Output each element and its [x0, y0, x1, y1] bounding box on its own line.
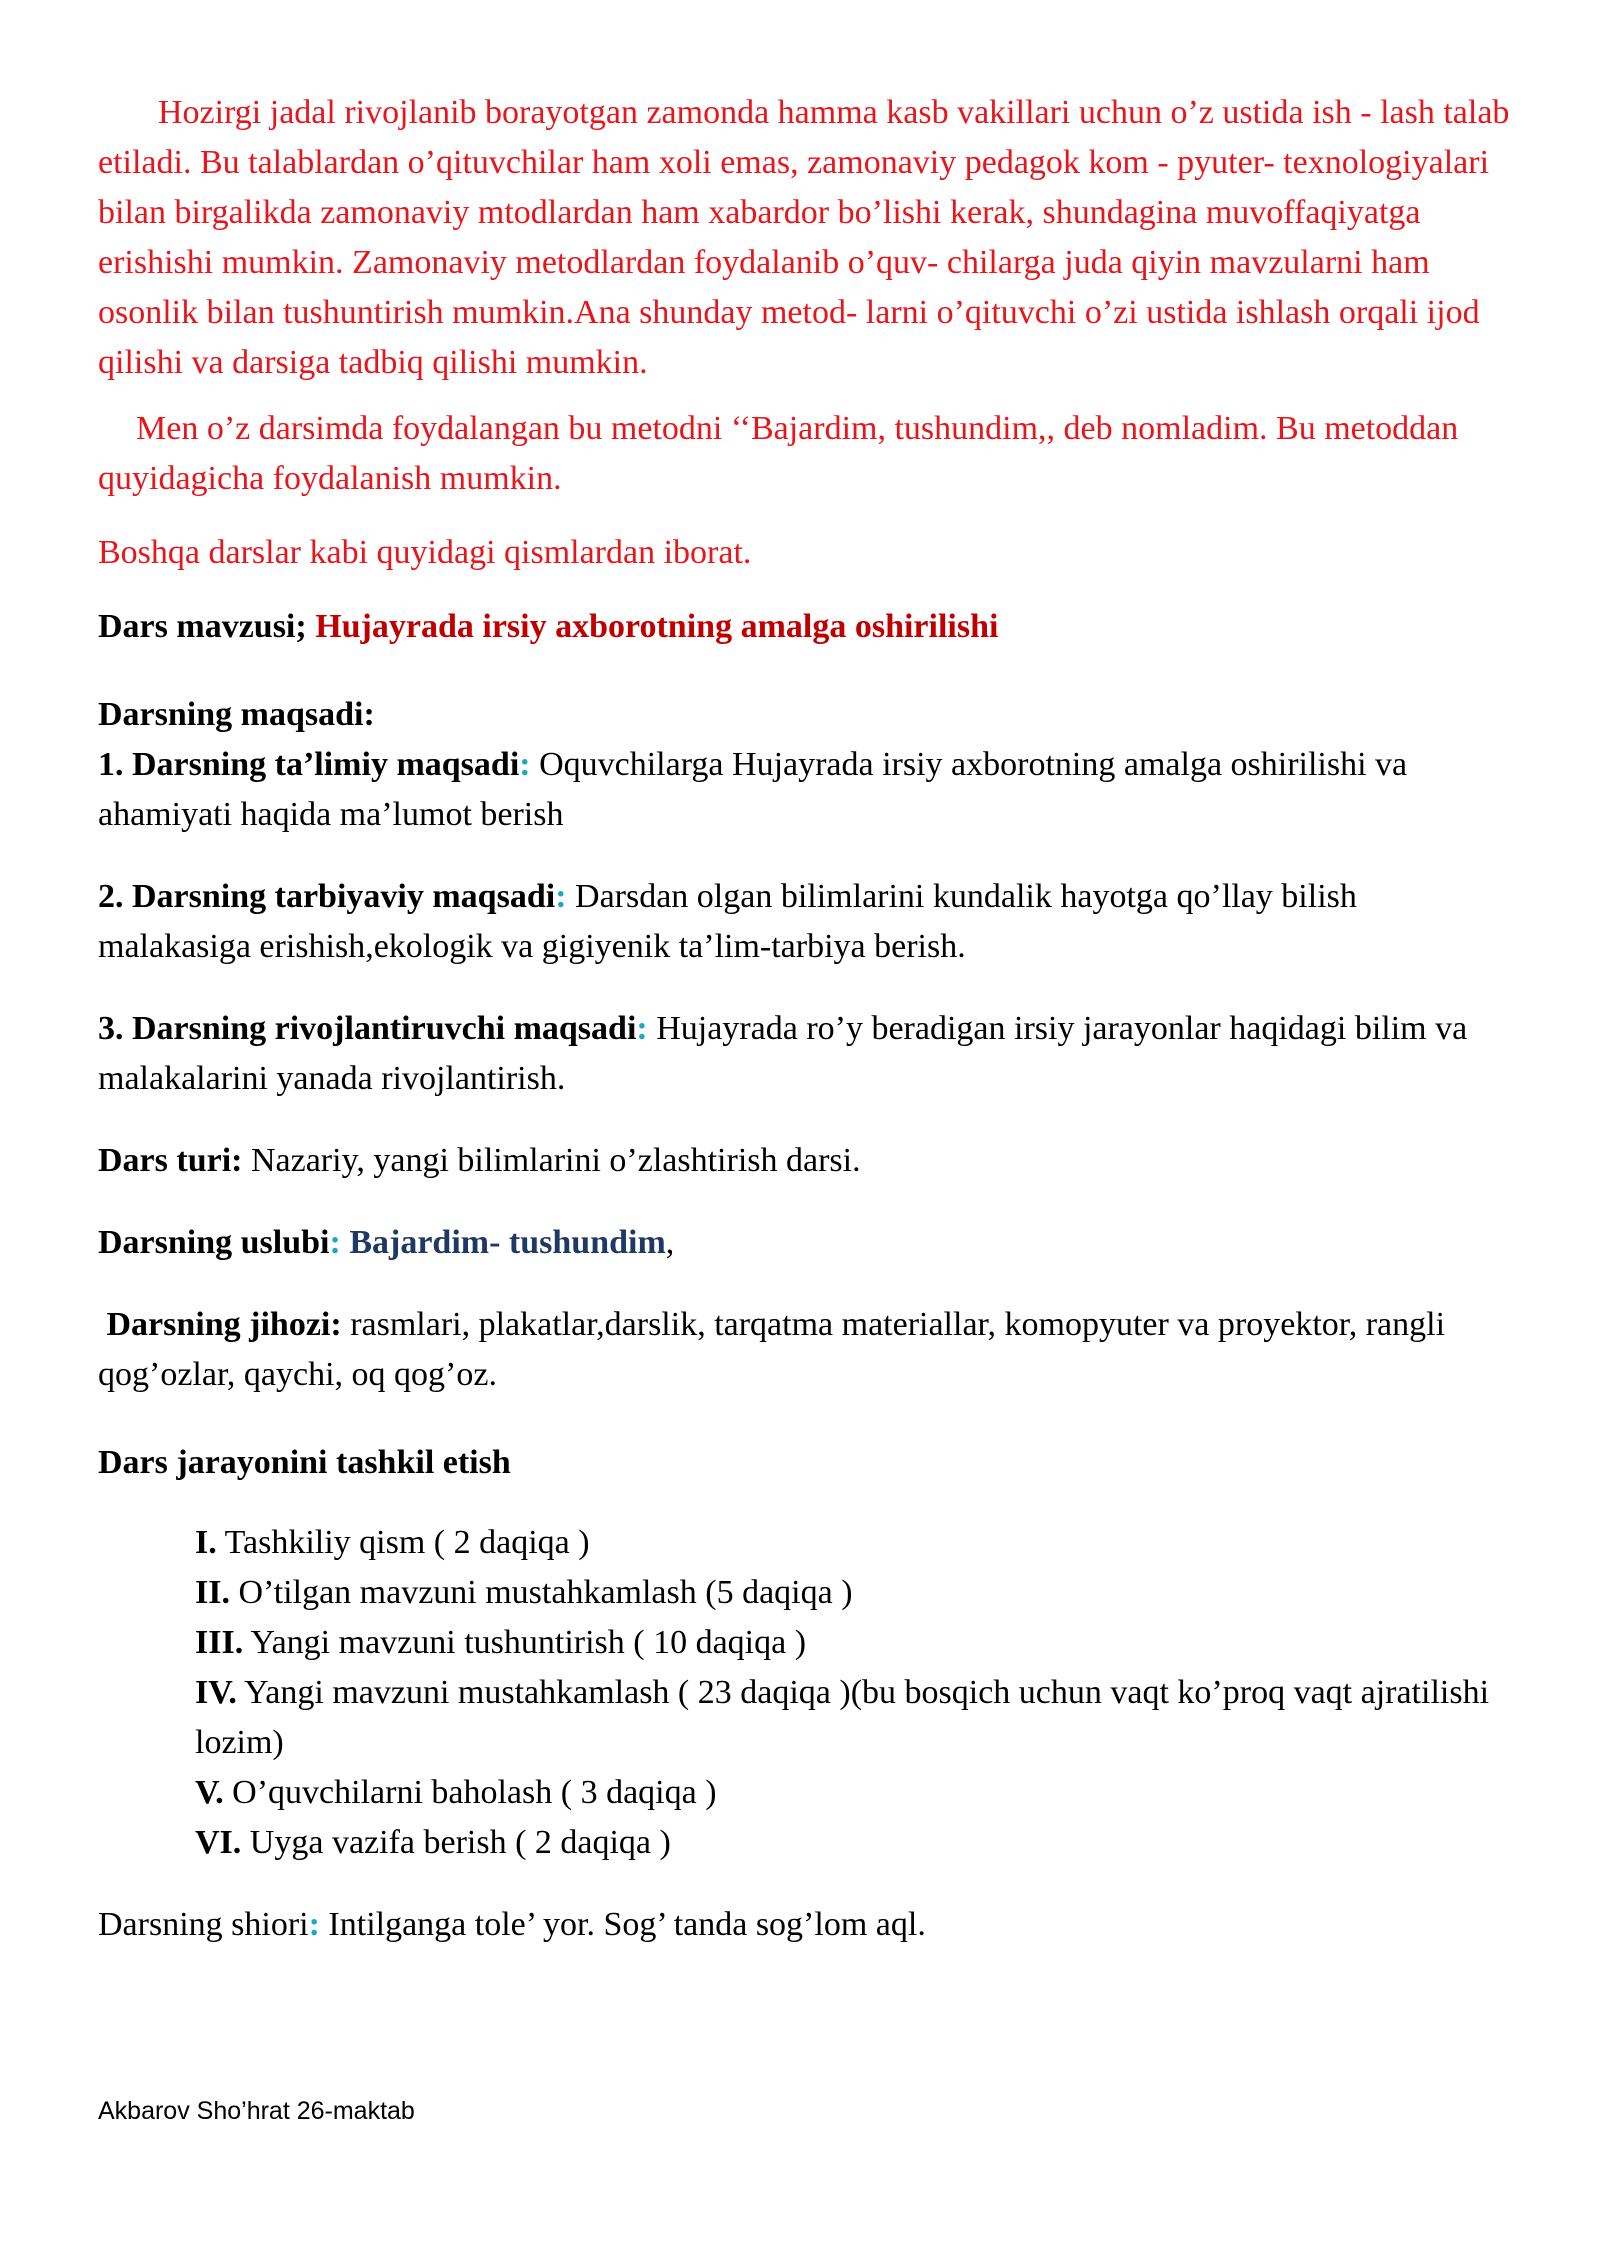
- lesson-equipment: [98, 1300, 1518, 1400]
- goal-text: Hujayrada ro’y beradigan irsiy jarayonlar haqidagi bilim va malakalarini yanada rivojlantirish.: [98, 1010, 1468, 1097]
- process-step: IV. Yangi mavzuni mustahkamlash ( 23 daqiqa )(bu bosqich uchun vaqt ko’proq vaqt ajratilishi lozim): [195, 1674, 1490, 1761]
- process-steps-list: [98, 1518, 1518, 1868]
- goals-heading: Darsning maqsadi:: [98, 696, 375, 733]
- page-footer: Akbarov Sho’hrat 26-maktab: [98, 2097, 415, 2125]
- goal-text: Oquvchilarga Hujayrada irsiy axborotning amalga oshirilishi va ahamiyati haqida ma’lumot berish: [98, 746, 1408, 833]
- lesson-topic: [98, 602, 1518, 652]
- goal-item-1: [98, 740, 1518, 840]
- goal-text: Darsdan olgan bilimlarini kundalik hayotga qo’llay bilish malakasiga erishish,ekologik va gigiyenik ta’lim-tarbiya berish.: [98, 878, 1357, 965]
- process-step: III. Yangi mavzuni tushuntirish ( 10 daqiqa ): [195, 1624, 807, 1661]
- lesson-motto-label: Darsning shiori: [98, 1906, 309, 1943]
- process-step: V. O’quvchilarni baholash ( 3 daqiqa ): [195, 1774, 717, 1811]
- lesson-motto: [98, 1900, 1518, 1950]
- lesson-method-label: Darsning uslubi: [98, 1224, 330, 1261]
- lesson-method-colon: :: [329, 1224, 341, 1261]
- lesson-topic-label: Dars mavzusi;: [98, 608, 307, 645]
- goal-item-3: [98, 1004, 1518, 1104]
- lesson-motto-colon: :: [308, 1906, 320, 1943]
- goal-label: 1. Darsning ta’limiy maqsadi: [98, 746, 520, 783]
- process-step: I. Tashkiliy qism ( 2 daqiqa ): [195, 1524, 590, 1561]
- lesson-type: [98, 1136, 1518, 1186]
- lesson-method-tail: ,: [665, 1224, 675, 1261]
- goal-item-2: [98, 872, 1518, 972]
- process-heading: Dars jarayonini tashkil etish: [98, 1444, 511, 1481]
- lesson-method: [98, 1218, 1518, 1268]
- lesson-equipment-label: Darsning jihozi:: [106, 1306, 342, 1343]
- goal-label: 2. Darsning tarbiyaviy maqsadi: [98, 878, 556, 915]
- intro-paragraph-2: Men o’z darsimda foydalangan bu metodni ‘‘Bajardim, tushundim,, deb nomladim. Bu metoddan quyidagicha foydalanish mumkin.: [98, 410, 1459, 497]
- goal-label: 3. Darsning rivojlantiruvchi maqsadi: [98, 1010, 637, 1047]
- intro-paragraph-3: Boshqa darslar kabi quyidagi qismlardan iborat.: [98, 534, 752, 571]
- intro-paragraph-1: Hozirgi jadal rivojlanib borayotgan zamonda hamma kasb vakillari uchun o’z ustida ish - lash talab etiladi. Bu talablardan o’qituvchilar ham xoli emas, zamonaviy pedagok kom - pyuter- texnologiyalari bilan birgalikda zamonaviy mtodlardan ham xabardor bo’lishi kerak, shundagina muvoffaqiyatga erishishi mumkin. Zamonaviy metodlardan foydalanib o’quv- chilarga juda qiyin mavzularni ham osonlik bilan tushuntirish mumkin.Ana shunday metod- larni o’qituvchi o’zi ustida ishlash orqali ijod qilishi va darsiga tadbiq qilishi mumkin.: [98, 94, 1510, 381]
- lesson-method-value: Bajardim- tushundim: [340, 1224, 666, 1261]
- goal-colon: :: [555, 878, 567, 915]
- goal-colon: :: [519, 746, 531, 783]
- document-page: [98, 88, 1518, 1950]
- process-step: II. O’tilgan mavzuni mustahkamlash (5 daqiqa ): [195, 1574, 853, 1611]
- goal-colon: :: [636, 1010, 648, 1047]
- lesson-type-text: Nazariy, yangi bilimlarini o’zlashtirish darsi.: [242, 1142, 861, 1179]
- lesson-type-label: Dars turi:: [98, 1142, 243, 1179]
- process-step: VI. Uyga vazifa berish ( 2 daqiqa ): [195, 1824, 671, 1861]
- lesson-equipment-text: rasmlari, plakatlar,darslik, tarqatma materiallar, komopyuter va proyektor, rangli qog’ozlar, qaychi, oq qog’oz.: [98, 1306, 1446, 1393]
- lesson-topic-value: Hujayrada irsiy axborotning amalga oshirilishi: [315, 608, 999, 645]
- lesson-motto-text: Intilganga tole’ yor. Sog’ tanda sog’lom aql.: [319, 1906, 926, 1943]
